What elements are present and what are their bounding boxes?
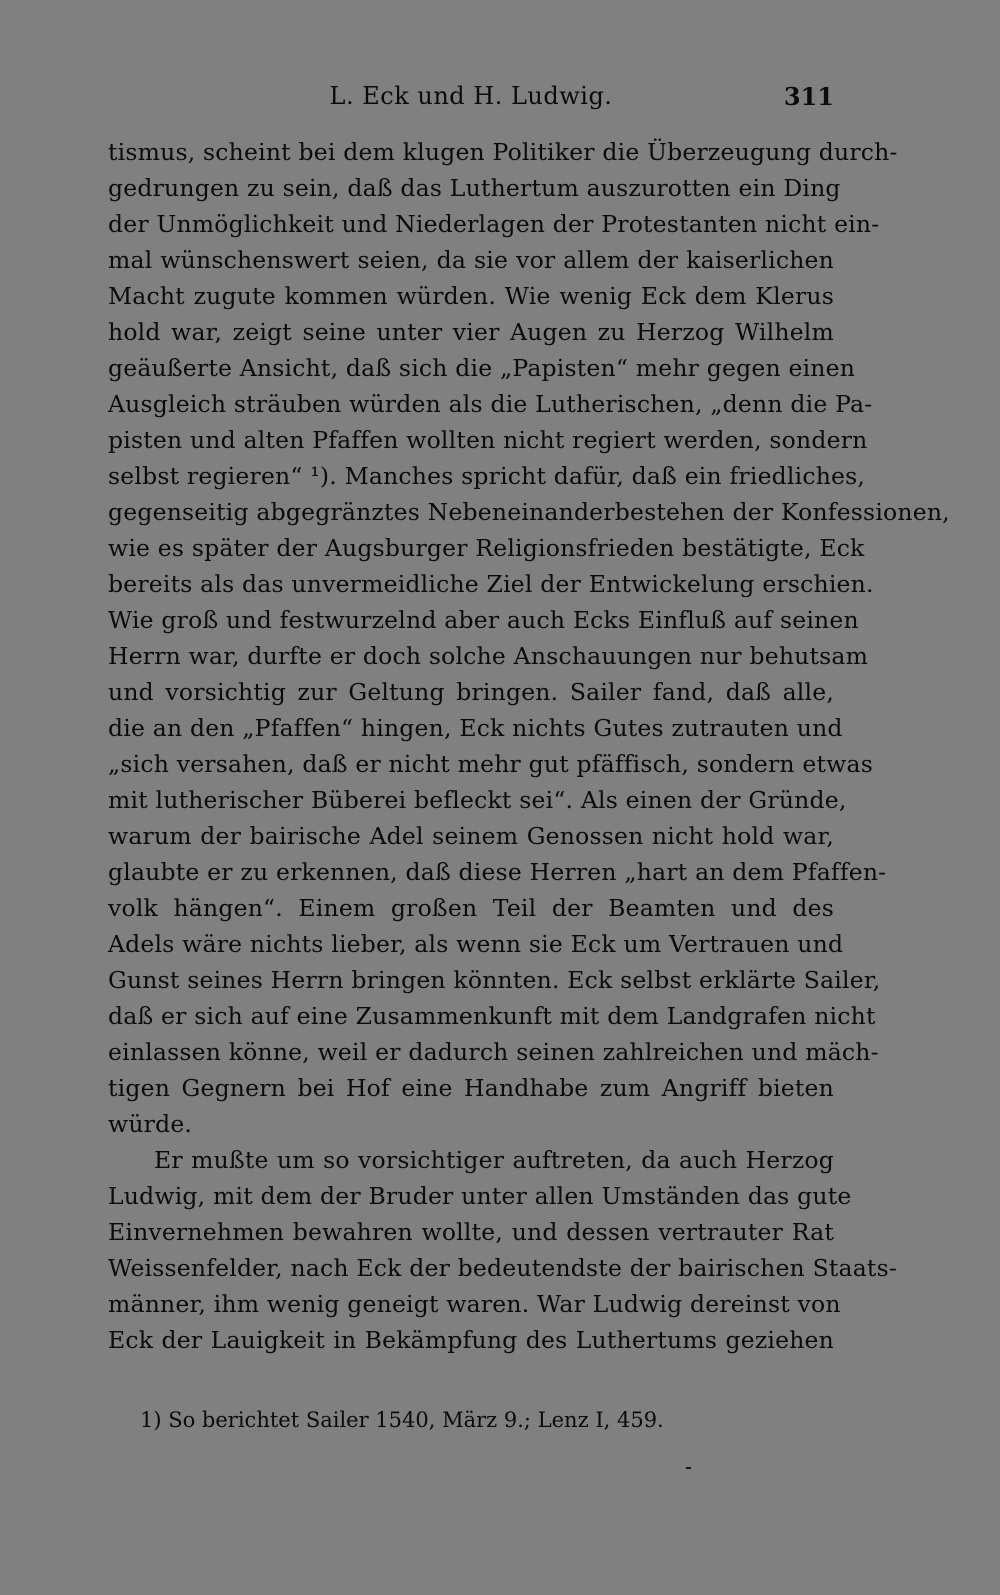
- text-line: Eck der Lauigkeit in Bekämpfung des Luthertums geziehen: [108, 1326, 834, 1354]
- text-line: und vorsichtig zur Geltung bringen. Sailer fand, daß alle,: [108, 678, 834, 706]
- text-line: „sich versahen, daß er nicht mehr gut pfäffisch, sondern etwas: [108, 750, 873, 778]
- running-head: [108, 82, 834, 116]
- footnote: 1) So berichtet Sailer 1540, März 9.; Lenz I, 459.: [140, 1408, 664, 1432]
- text-line: Ausgleich sträuben würden als die Lutherischen, „denn die Pa-: [108, 390, 873, 418]
- text-line: Wie groß und festwurzelnd aber auch Ecks Einfluß auf seinen: [108, 606, 859, 634]
- body-text: [108, 134, 950, 1358]
- text-line: Adels wäre nichts lieber, als wenn sie Eck um Vertrauen und: [108, 930, 844, 958]
- text-line: Herrn war, durfte er doch solche Anschauungen nur behutsam: [108, 642, 869, 670]
- text-line: Macht zugute kommen würden. Wie wenig Eck dem Klerus: [108, 282, 834, 310]
- text-line: tigen Gegnern bei Hof eine Handhabe zum Angriff bieten: [108, 1074, 834, 1102]
- text-line: hold war, zeigt seine unter vier Augen zu Herzog Wilhelm: [108, 318, 834, 346]
- text-line: warum der bairische Adel seinem Genossen nicht hold war,: [108, 822, 834, 850]
- text-line: wie es später der Augsburger Religionsfrieden bestätigte, Eck: [108, 534, 865, 562]
- text-line: die an den „Pfaffen“ hingen, Eck nichts Gutes zutrauten und: [108, 714, 843, 742]
- text-line: würde.: [108, 1110, 193, 1138]
- text-line: einlassen könne, weil er dadurch seinen zahlreichen und mäch-: [108, 1038, 879, 1066]
- text-line: tismus, scheint bei dem klugen Politiker die Überzeugung durch-: [108, 138, 898, 166]
- text-line: daß er sich auf eine Zusammenkunft mit dem Landgrafen nicht: [108, 1002, 876, 1030]
- text-line: der Unmöglichkeit und Niederlagen der Protestanten nicht ein-: [108, 210, 880, 238]
- page-number: 311: [783, 82, 834, 111]
- running-head-title: L. Eck und H. Ludwig.: [329, 82, 613, 110]
- text-line: Er mußte um so vorsichtiger auftreten, da auch Herzog: [154, 1146, 834, 1174]
- text-line: gegenseitig abgegränztes Nebeneinanderbestehen der Konfessionen,: [108, 498, 950, 526]
- text-line: männer, ihm wenig geneigt waren. War Ludwig dereinst von: [108, 1290, 841, 1318]
- text-line: Ludwig, mit dem der Bruder unter allen Umständen das gute: [108, 1182, 852, 1210]
- text-line: volk hängen“. Einem großen Teil der Beamten und des: [108, 894, 834, 922]
- text-line: pisten und alten Pfaffen wollten nicht regiert werden, sondern: [108, 426, 868, 454]
- text-line: Gunst seines Herrn bringen könnten. Eck selbst erklärte Sailer,: [108, 966, 881, 994]
- text-line: glaubte er zu erkennen, daß diese Herren „hart an dem Pfaffen-: [108, 858, 887, 886]
- text-line: selbst regieren“ ¹). Manches spricht dafür, daß ein friedliches,: [108, 462, 866, 490]
- text-line: bereits als das unvermeidliche Ziel der Entwickelung erschien.: [108, 570, 874, 598]
- print-speck: [686, 1467, 691, 1469]
- text-line: mit lutherischer Büberei befleckt sei“. Als einen der Gründe,: [108, 786, 847, 814]
- text-line: gedrungen zu sein, daß das Luthertum auszurotten ein Ding: [108, 174, 841, 202]
- text-line: geäußerte Ansicht, daß sich die „Papisten“ mehr gegen einen: [108, 354, 856, 382]
- text-line: Einvernehmen bewahren wollte, und dessen vertrauter Rat: [108, 1218, 834, 1246]
- text-line: Weissenfelder, nach Eck der bedeutendste der bairischen Staats-: [108, 1254, 897, 1282]
- text-line: mal wünschenswert seien, da sie vor allem der kaiserlichen: [108, 246, 834, 274]
